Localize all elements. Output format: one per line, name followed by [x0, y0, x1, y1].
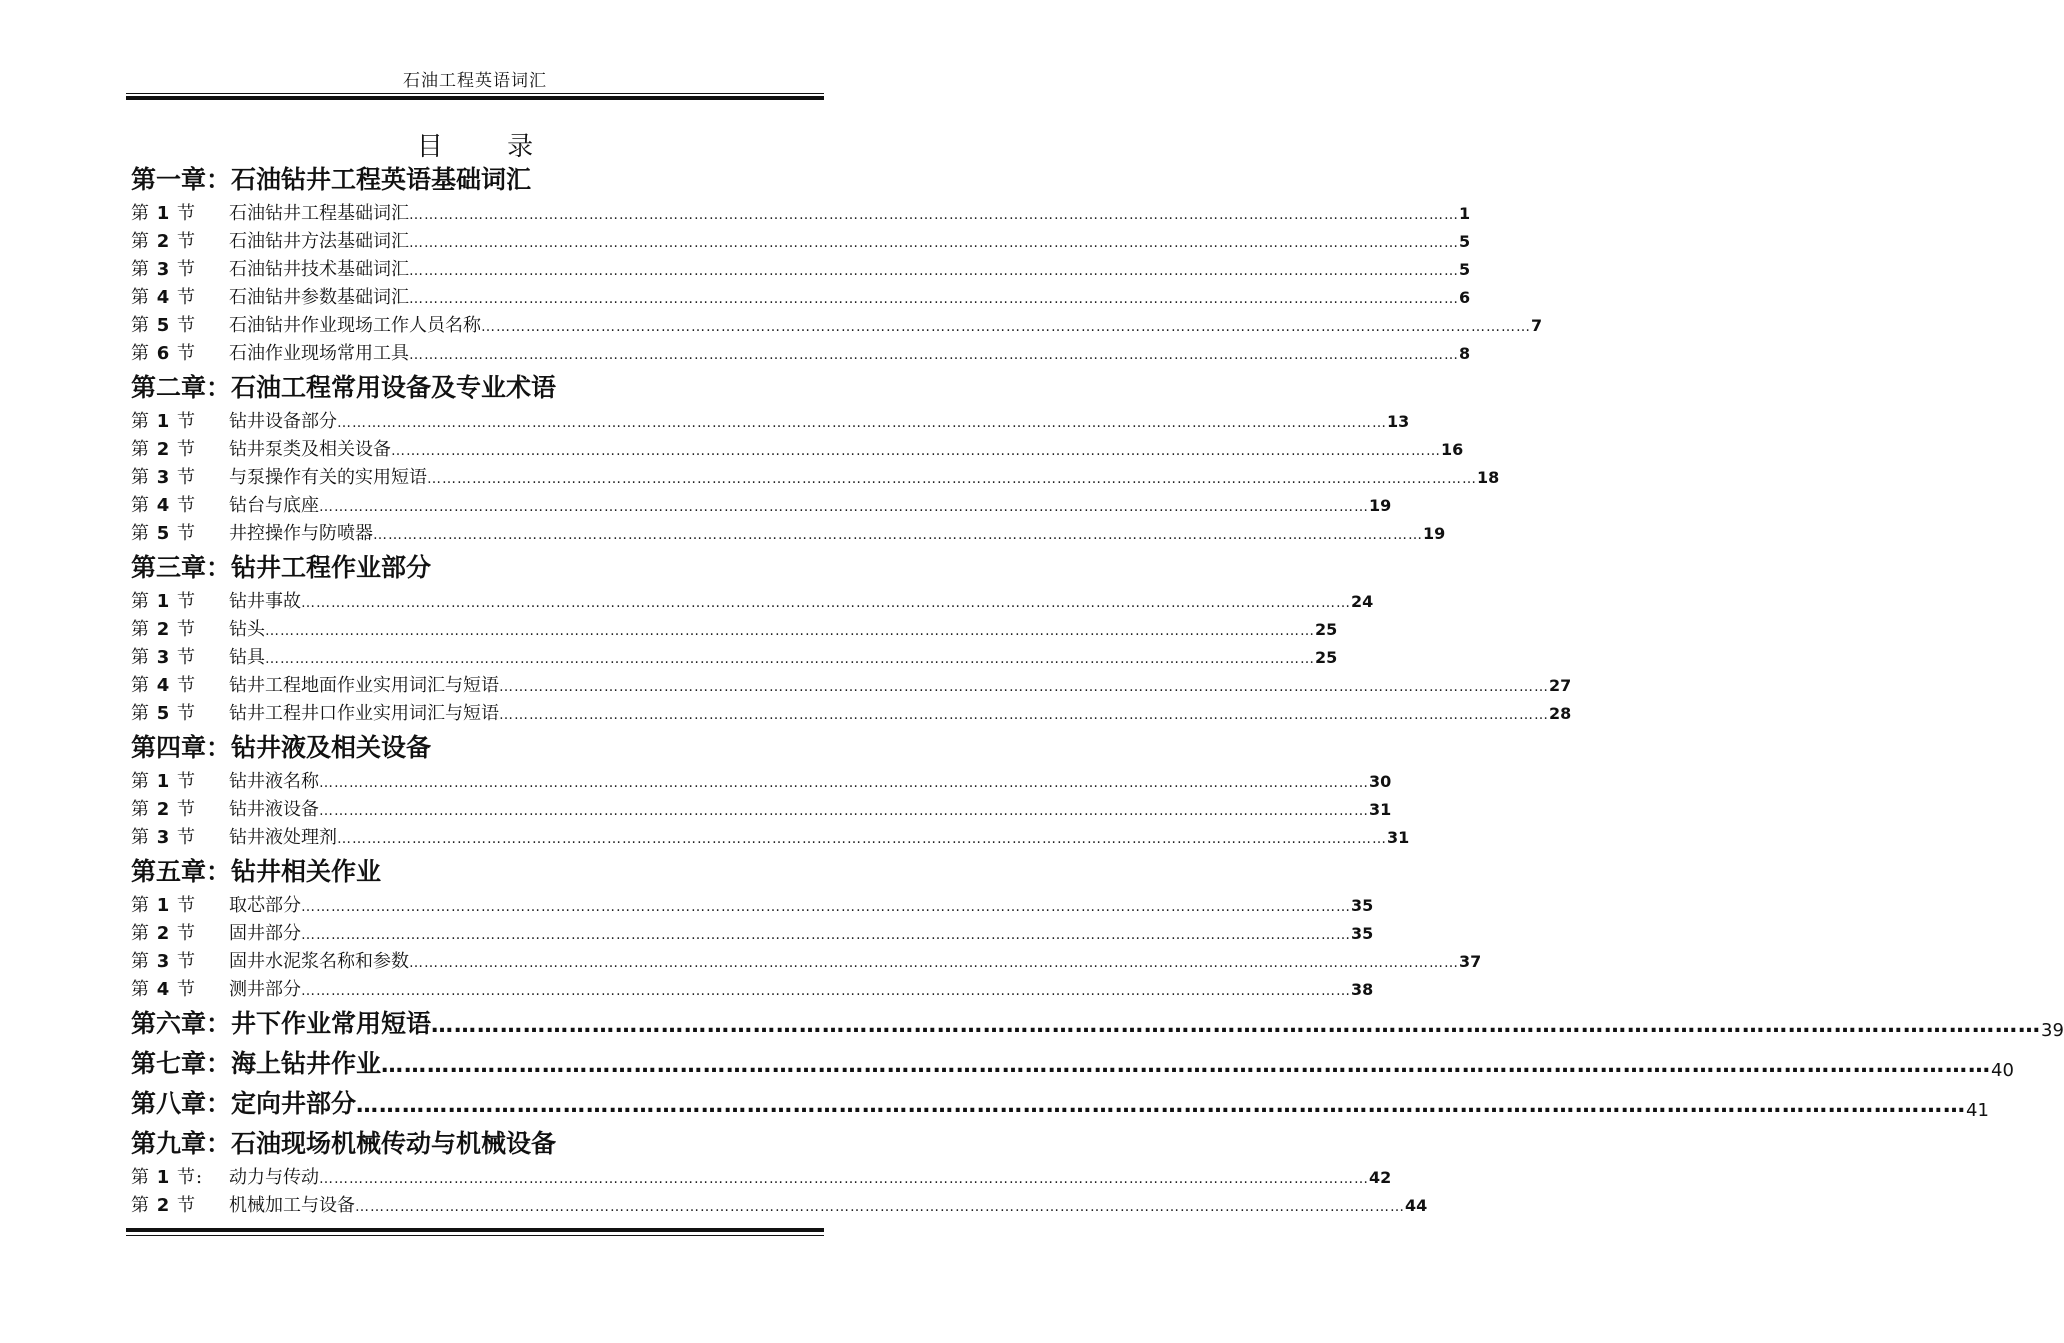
dot-leader: ………………………………………………………………………………………………………………………………………………………………………………………… — [301, 595, 1351, 611]
page-number: 39 — [2041, 1020, 2064, 1041]
section-title: 钻井事故 — [229, 591, 301, 612]
section-title: 钻台与底座 — [229, 495, 319, 516]
toc-section-row[interactable] — [131, 796, 1392, 824]
section-title: 钻头 — [229, 619, 265, 640]
section-title: 钻井液名称 — [229, 771, 319, 792]
page-number: 16 — [1441, 440, 1464, 459]
section-title: 钻井泵类及相关设备 — [229, 439, 391, 460]
section-title: 石油钻井工程基础词汇 — [229, 203, 409, 224]
dot-leader: ………………………………………………………………………………………………………………………………………………………………………………………… — [356, 1093, 1967, 1118]
chapter-title: 第六章：井下作业常用短语 — [131, 1009, 432, 1038]
section-number: 第 2 节 — [131, 923, 196, 944]
page-number: 5 — [1459, 260, 1471, 279]
toc-section-row[interactable] — [131, 588, 1374, 616]
section-index: 4 — [156, 675, 171, 696]
toc-chapter-row[interactable] — [131, 852, 821, 892]
section-number: 第 2 节 — [131, 439, 196, 460]
page-number: 35 — [1351, 896, 1374, 915]
page-number: 44 — [1405, 1196, 1428, 1215]
page-number: 24 — [1351, 592, 1374, 611]
chapter-title: 第二章：石油工程常用设备及专业术语 — [131, 373, 557, 402]
section-index: 1 — [156, 1167, 171, 1188]
section-index: 2 — [156, 619, 171, 640]
page-number: 7 — [1531, 316, 1543, 335]
dot-leader: ………………………………………………………………………………………………………………………………………………………………………………………… — [409, 347, 1459, 363]
section-title: 钻井工程地面作业实用词汇与短语 — [229, 675, 499, 696]
section-number: 第 5 节 — [131, 315, 196, 336]
section-title: 石油钻井作业现场工作人员名称 — [229, 315, 481, 336]
toc-section-row[interactable] — [131, 520, 1446, 548]
page-number: 42 — [1369, 1168, 1392, 1187]
header-rule-thin — [126, 93, 824, 94]
section-index: 1 — [156, 771, 171, 792]
page-number: 25 — [1315, 620, 1338, 639]
section-title: 机械加工与设备 — [229, 1195, 355, 1216]
toc-section-row[interactable] — [131, 1192, 1428, 1220]
section-title: 石油钻井参数基础词汇 — [229, 287, 409, 308]
chapter-title: 第五章：钻井相关作业 — [131, 857, 382, 886]
section-number: 第 5 节 — [131, 523, 196, 544]
dot-leader: ………………………………………………………………………………………………………………………………………………………………………………………… — [355, 1199, 1405, 1215]
section-number: 第 2 节 — [131, 799, 196, 820]
section-number: 第 3 节 — [131, 827, 196, 848]
section-index: 2 — [156, 799, 171, 820]
toc-chapter-row[interactable] — [131, 1004, 2064, 1044]
section-title: 石油钻井技术基础词汇 — [229, 259, 409, 280]
section-number: 第 4 节 — [131, 287, 196, 308]
dot-leader: ………………………………………………………………………………………………………………………………………………………………………………………… — [319, 803, 1369, 819]
page-number: 25 — [1315, 648, 1338, 667]
section-number: 第 3 节 — [131, 951, 196, 972]
section-index: 5 — [156, 315, 171, 336]
dot-leader: ………………………………………………………………………………………………………………………………………………………………………………………… — [301, 927, 1351, 943]
section-number: 第 2 节 — [131, 231, 196, 252]
dot-leader: ………………………………………………………………………………………………………………………………………………………………………………………… — [337, 831, 1387, 847]
section-title: 与泵操作有关的实用短语 — [229, 467, 427, 488]
dot-leader: ………………………………………………………………………………………………………………………………………………………………………………………… — [337, 415, 1387, 431]
dot-leader: ………………………………………………………………………………………………………………………………………………………………………………………… — [319, 1171, 1369, 1187]
toc-chapter-row[interactable] — [131, 1044, 2014, 1084]
toc-section-row[interactable] — [131, 1164, 1392, 1192]
dot-leader: ………………………………………………………………………………………………………………………………………………………………………………………… — [301, 983, 1351, 999]
section-index: 3 — [156, 827, 171, 848]
dot-leader: ………………………………………………………………………………………………………………………………………………………………………………………… — [409, 955, 1459, 971]
header-rule-thick — [126, 96, 824, 100]
dot-leader: ………………………………………………………………………………………………………………………………………………………………………………………… — [409, 235, 1459, 251]
section-index: 2 — [156, 1195, 171, 1216]
section-number: 第 2 节 — [131, 619, 196, 640]
dot-leader: ………………………………………………………………………………………………………………………………………………………………………………………… — [499, 679, 1549, 695]
page-number: 18 — [1477, 468, 1500, 487]
section-title: 石油作业现场常用工具 — [229, 343, 409, 364]
chapter-title: 第三章：钻井工程作业部分 — [131, 553, 432, 582]
page-number: 30 — [1369, 772, 1392, 791]
toc-section-row[interactable] — [131, 920, 1374, 948]
section-index: 1 — [156, 591, 171, 612]
toc-chapter-row[interactable] — [131, 728, 821, 768]
dot-leader: ………………………………………………………………………………………………………………………………………………………………………………………… — [373, 527, 1423, 543]
toc-section-row[interactable] — [131, 672, 1572, 700]
page-number: 38 — [1351, 980, 1374, 999]
toc-chapter-row[interactable] — [131, 548, 821, 588]
page-number: 35 — [1351, 924, 1374, 943]
page-number: 19 — [1369, 496, 1392, 515]
toc-section-row[interactable] — [131, 948, 1482, 976]
page-number: 40 — [1991, 1060, 2014, 1081]
section-index: 4 — [156, 979, 171, 1000]
chapter-title: 第一章：石油钻井工程英语基础词汇 — [131, 165, 532, 194]
section-number: 第 1 节 — [131, 203, 196, 224]
running-header-title: 石油工程英语词汇 — [403, 71, 547, 91]
toc-section-row[interactable] — [131, 616, 1338, 644]
section-title: 石油钻井方法基础词汇 — [229, 231, 409, 252]
section-title: 取芯部分 — [229, 895, 301, 916]
section-index: 3 — [156, 647, 171, 668]
chapter-title: 第八章：定向井部分 — [131, 1089, 357, 1118]
toc-section-row[interactable] — [131, 892, 1374, 920]
dot-leader: ………………………………………………………………………………………………………………………………………………………………………………………… — [409, 207, 1459, 223]
section-title: 钻具 — [229, 647, 265, 668]
chapter-title: 第九章：石油现场机械传动与机械设备 — [131, 1129, 557, 1158]
page-number: 27 — [1549, 676, 1572, 695]
section-index: 1 — [156, 895, 171, 916]
section-index: 3 — [156, 259, 171, 280]
dot-leader: ………………………………………………………………………………………………………………………………………………………………………………………… — [265, 623, 1315, 639]
toc-section-row[interactable] — [131, 436, 1464, 464]
section-number: 第 1 节 — [131, 591, 196, 612]
toc-section-row[interactable] — [131, 644, 1338, 672]
page-number: 6 — [1459, 288, 1471, 307]
section-number: 第 3 节 — [131, 647, 196, 668]
toc-section-row[interactable] — [131, 768, 1392, 796]
dot-leader: ………………………………………………………………………………………………………………………………………………………………………………………… — [391, 443, 1441, 459]
page-number: 1 — [1459, 204, 1471, 223]
section-number: 第 6 节 — [131, 343, 196, 364]
page-number: 31 — [1369, 800, 1392, 819]
section-index: 3 — [156, 467, 171, 488]
section-number: 第 1 节 — [131, 895, 196, 916]
section-number: 第 5 节 — [131, 703, 196, 724]
toc-chapter-row[interactable] — [131, 368, 821, 408]
section-title: 钻井液设备 — [229, 799, 319, 820]
toc-chapter-row[interactable] — [131, 1124, 821, 1164]
dot-leader: ………………………………………………………………………………………………………………………………………………………………………………………… — [301, 899, 1351, 915]
section-index: 4 — [156, 287, 171, 308]
section-number: 第 3 节 — [131, 259, 196, 280]
toc-section-row[interactable] — [131, 408, 1410, 436]
toc-section-row[interactable] — [131, 492, 1392, 520]
section-index: 2 — [156, 439, 171, 460]
section-index: 6 — [156, 343, 171, 364]
section-title: 测井部分 — [229, 979, 301, 1000]
chapter-title: 第四章：钻井液及相关设备 — [131, 733, 432, 762]
dot-leader: ………………………………………………………………………………………………………………………………………………………………………………………… — [409, 263, 1459, 279]
toc-section-row[interactable] — [131, 824, 1410, 852]
toc-section-row[interactable] — [131, 312, 1543, 340]
dot-leader: ………………………………………………………………………………………………………………………………………………………………………………………… — [319, 499, 1369, 515]
table-of-contents — [131, 160, 2064, 1220]
section-number: 第 2 节 — [131, 1195, 196, 1216]
section-title: 钻井液处理剂 — [229, 827, 337, 848]
dot-leader: ………………………………………………………………………………………………………………………………………………………………………………………… — [431, 1013, 2042, 1038]
section-index: 5 — [156, 523, 171, 544]
toc-section-row[interactable] — [131, 340, 1471, 368]
section-index: 5 — [156, 703, 171, 724]
page-number: 31 — [1387, 828, 1410, 847]
toc-title: 目 录 — [416, 132, 562, 162]
toc-section-row[interactable] — [131, 228, 1471, 256]
toc-chapter-row[interactable] — [131, 160, 821, 200]
dot-leader: ………………………………………………………………………………………………………………………………………………………………………………………… — [427, 471, 1477, 487]
dot-leader: ………………………………………………………………………………………………………………………………………………………………………………………… — [319, 775, 1369, 791]
dot-leader: ………………………………………………………………………………………………………………………………………………………………………………………… — [265, 651, 1315, 667]
section-number: 第 4 节 — [131, 495, 196, 516]
toc-section-row[interactable] — [131, 464, 1500, 492]
toc-chapter-row[interactable] — [131, 1084, 1989, 1124]
section-number: 第 4 节 — [131, 979, 196, 1000]
section-index: 1 — [156, 411, 171, 432]
section-title: 固井部分 — [229, 923, 301, 944]
section-index: 2 — [156, 923, 171, 944]
footer-rule-thick — [126, 1228, 824, 1232]
page-number: 41 — [1966, 1100, 1989, 1121]
page-number: 8 — [1459, 344, 1471, 363]
toc-section-row[interactable] — [131, 976, 1374, 1004]
section-title: 钻井工程井口作业实用词汇与短语 — [229, 703, 499, 724]
footer-rule-thin — [126, 1235, 824, 1236]
dot-leader: ………………………………………………………………………………………………………………………………………………………………………………………… — [409, 291, 1459, 307]
section-index: 4 — [156, 495, 171, 516]
section-title: 钻井设备部分 — [229, 411, 337, 432]
section-title: 动力与传动 — [229, 1167, 319, 1188]
toc-section-row[interactable] — [131, 284, 1471, 312]
section-title: 井控操作与防喷器 — [229, 523, 373, 544]
page-number: 13 — [1387, 412, 1410, 431]
dot-leader: ………………………………………………………………………………………………………………………………………………………………………………………… — [381, 1053, 1992, 1078]
section-index: 3 — [156, 951, 171, 972]
section-number: 第 1 节 — [131, 411, 196, 432]
section-index: 2 — [156, 231, 171, 252]
chapter-title: 第七章：海上钻井作业 — [131, 1049, 382, 1078]
page-number: 28 — [1549, 704, 1572, 723]
page-number: 37 — [1459, 952, 1482, 971]
section-number: 第 1 节 — [131, 771, 196, 792]
toc-section-row[interactable] — [131, 700, 1572, 728]
toc-section-row[interactable] — [131, 200, 1471, 228]
dot-leader: ………………………………………………………………………………………………………………………………………………………………………………………… — [499, 707, 1549, 723]
section-title: 固井水泥浆名称和参数 — [229, 951, 409, 972]
section-number: 第 3 节 — [131, 467, 196, 488]
toc-section-row[interactable] — [131, 256, 1471, 284]
page-number: 19 — [1423, 524, 1446, 543]
section-index: 1 — [156, 203, 171, 224]
page-number: 5 — [1459, 232, 1471, 251]
section-number: 第 1 节: — [131, 1167, 204, 1188]
section-number: 第 4 节 — [131, 675, 196, 696]
dot-leader: ………………………………………………………………………………………………………………………………………………………………………………………… — [481, 319, 1531, 335]
